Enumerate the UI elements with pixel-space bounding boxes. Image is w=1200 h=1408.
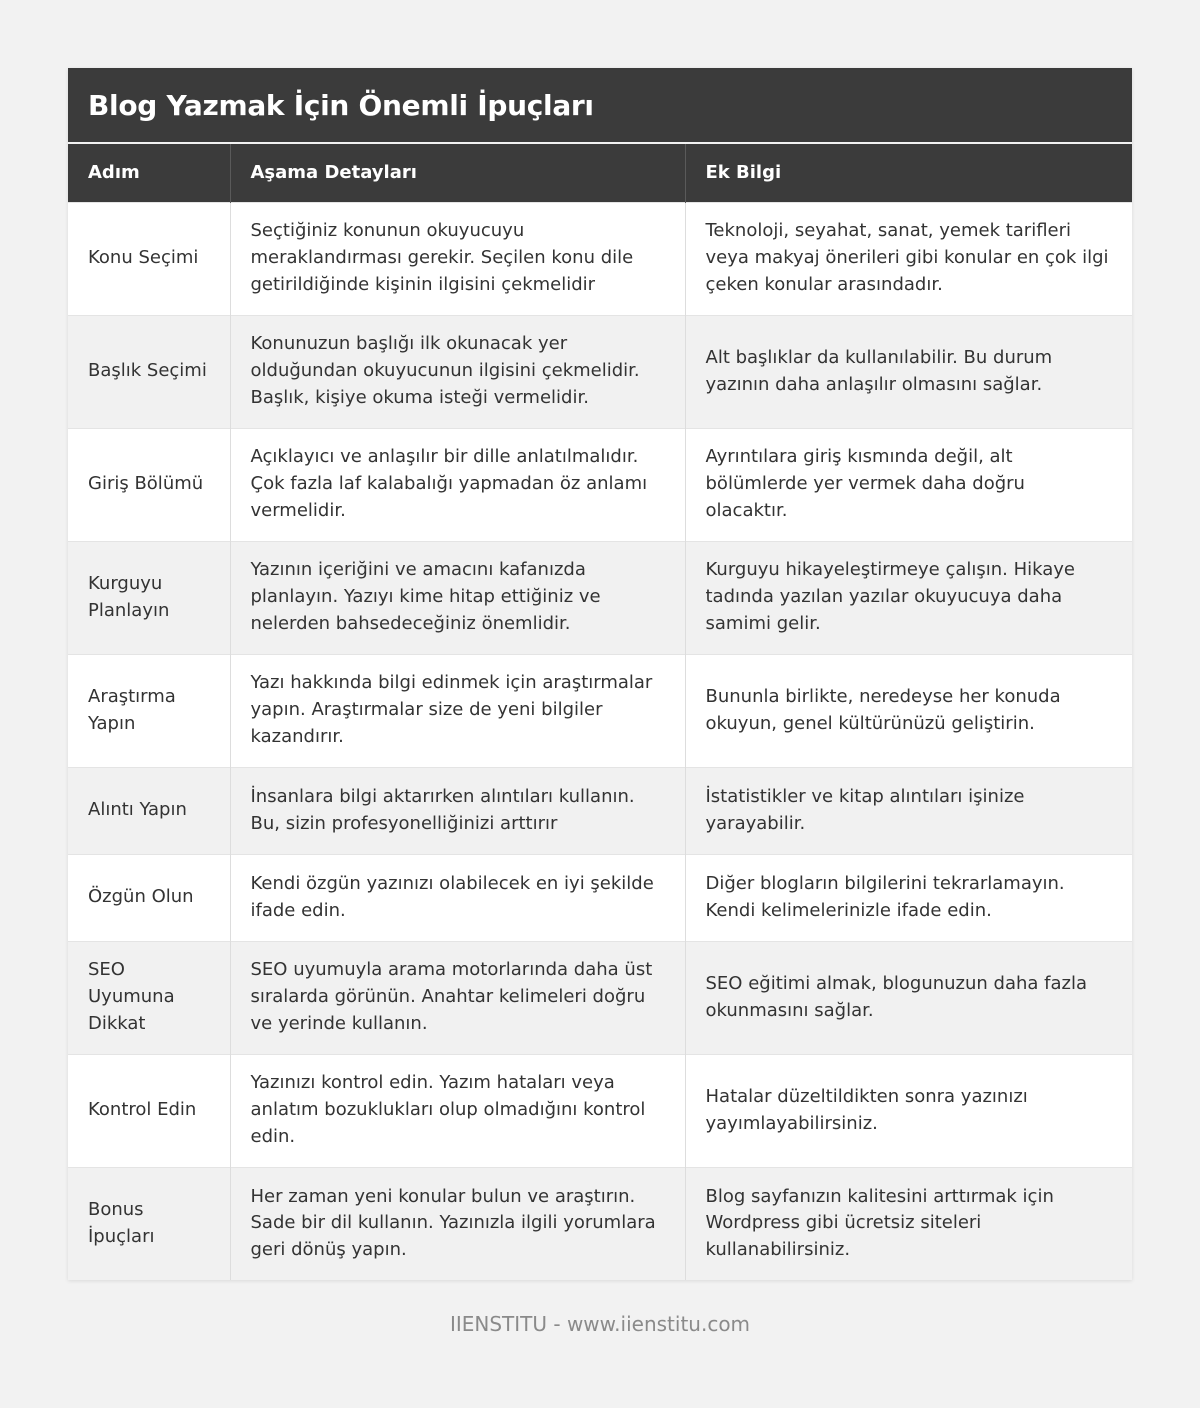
footer-credit: IIENSTITU - www.iienstitu.com [449, 1312, 751, 1336]
table-row [68, 854, 1132, 941]
info-cell: Ayrıntılara giriş kısmında değil, alt bölümlerde yer vermek daha doğru olacaktır. [685, 428, 1132, 541]
details-cell: SEO uyumuyla arama motorlarında daha üst sıralarda görünün. Anahtar kelimeleri doğru ve yerinde kullanın. [230, 941, 685, 1054]
table-header-row [68, 144, 1132, 202]
table-row [68, 1167, 1132, 1280]
tips-card [68, 68, 1132, 1280]
step-cell: Bonus İpuçları [68, 1167, 230, 1280]
info-cell: Hatalar düzeltildikten sonra yazınızı yayımlayabilirsiniz. [685, 1054, 1132, 1167]
step-cell: Kontrol Edin [68, 1054, 230, 1167]
info-cell: İstatistikler ve kitap alıntıları işinize yarayabilir. [685, 767, 1132, 854]
info-cell: SEO eğitimi almak, blogunuzun daha fazla okunmasını sağlar. [685, 941, 1132, 1054]
info-cell: Alt başlıklar da kullanılabilir. Bu durum yazının daha anlaşılır olmasını sağlar. [685, 315, 1132, 428]
column-header-step: Adım [68, 144, 230, 202]
info-cell: Teknoloji, seyahat, sanat, yemek tarifleri veya makyaj önerileri gibi konular en çok ilgi çeken konular arasındadır. [685, 202, 1132, 315]
details-cell: Açıklayıcı ve anlaşılır bir dille anlatılmalıdır. Çok fazla laf kalabalığı yapmadan öz anlamı vermelidir. [230, 428, 685, 541]
table-row [68, 315, 1132, 428]
page-title: Blog Yazmak İçin Önemli İpuçları [88, 88, 594, 122]
details-cell: Yazı hakkında bilgi edinmek için araştırmalar yapın. Araştırmalar size de yeni bilgiler kazandırır. [230, 654, 685, 767]
step-cell: Araştırma Yapın [68, 654, 230, 767]
table-row [68, 541, 1132, 654]
table-row [68, 767, 1132, 854]
step-cell: Konu Seçimi [68, 202, 230, 315]
table-row [68, 428, 1132, 541]
step-cell: Alıntı Yapın [68, 767, 230, 854]
table-row [68, 1054, 1132, 1167]
table-row [68, 941, 1132, 1054]
details-cell: Konunuzun başlığı ilk okunacak yer olduğundan okuyucunun ilgisini çekmelidir. Başlık, kişiye okuma isteği vermelidir. [230, 315, 685, 428]
column-header-details: Aşama Detayları [230, 144, 685, 202]
step-cell: Kurguyu Planlayın [68, 541, 230, 654]
table-row [68, 654, 1132, 767]
title-bar [68, 68, 1132, 144]
info-cell: Blog sayfanızın kalitesini arttırmak için Wordpress gibi ücretsiz siteleri kullanabilirsiniz. [685, 1167, 1132, 1280]
details-cell: Yazının içeriğini ve amacını kafanızda planlayın. Yazıyı kime hitap ettiğiniz ve nelerden bahsedeceğiniz önemlidir. [230, 541, 685, 654]
info-cell: Bununla birlikte, neredeyse her konuda okuyun, genel kültürünüzü geliştirin. [685, 654, 1132, 767]
table-row [68, 202, 1132, 315]
step-cell: Giriş Bölümü [68, 428, 230, 541]
step-cell: Özgün Olun [68, 854, 230, 941]
step-cell: Başlık Seçimi [68, 315, 230, 428]
info-cell: Diğer blogların bilgilerini tekrarlamayın. Kendi kelimelerinizle ifade edin. [685, 854, 1132, 941]
details-cell: Kendi özgün yazınızı olabilecek en iyi şekilde ifade edin. [230, 854, 685, 941]
details-cell: Seçtiğiniz konunun okuyucuyu meraklandırması gerekir. Seçilen konu dile getirildiğinde kişinin ilgisini çekmelidir [230, 202, 685, 315]
step-cell: SEO Uyumuna Dikkat [68, 941, 230, 1054]
column-header-info: Ek Bilgi [685, 144, 1132, 202]
tips-table [68, 144, 1132, 1280]
details-cell: Her zaman yeni konular bulun ve araştırın. Sade bir dil kullanın. Yazınızla ilgili yorumlara geri dönüş yapın. [230, 1167, 685, 1280]
details-cell: İnsanlara bilgi aktarırken alıntıları kullanın. Bu, sizin profesyonelliğinizi arttırır [230, 767, 685, 854]
details-cell: Yazınızı kontrol edin. Yazım hataları veya anlatım bozuklukları olup olmadığını kontrol edin. [230, 1054, 685, 1167]
info-cell: Kurguyu hikayeleştirmeye çalışın. Hikaye tadında yazılan yazılar okuyucuya daha samimi gelir. [685, 541, 1132, 654]
